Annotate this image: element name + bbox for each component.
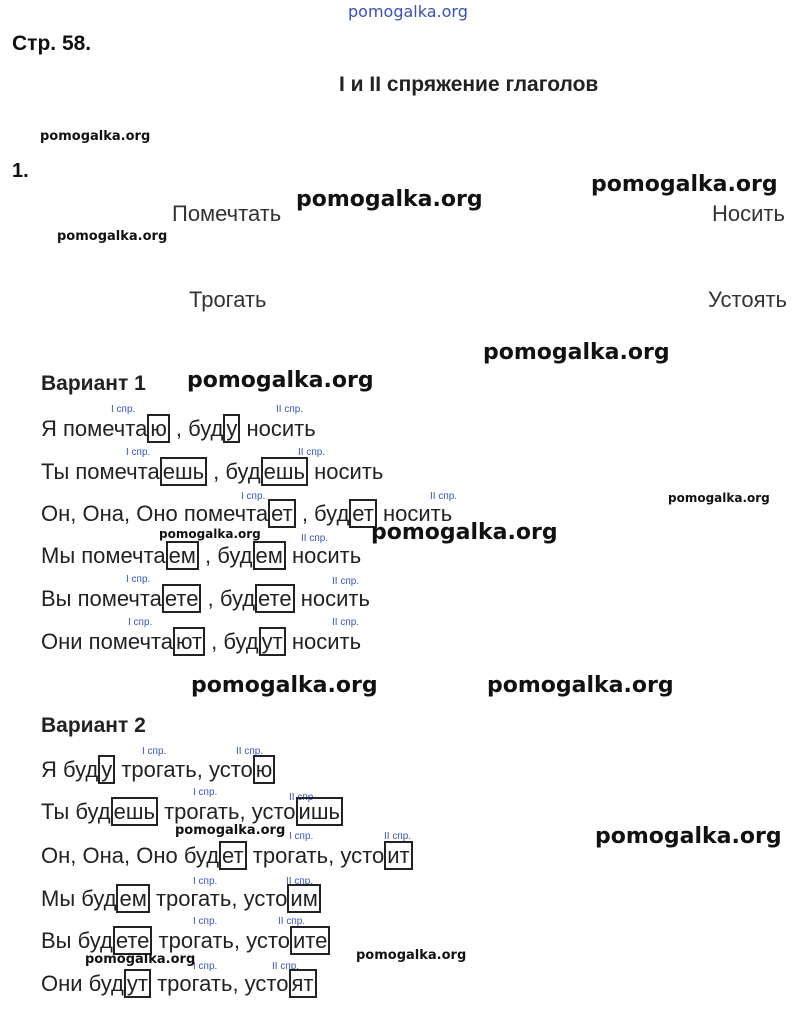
conj-mark: I спр.	[193, 961, 218, 972]
watermark: pomogalka.org	[487, 673, 674, 698]
variant1-line: Он, Она, Оно помечта ет , буд ет носить	[41, 501, 453, 526]
conj-mark: II спр.	[384, 831, 412, 842]
watermark: pomogalka.org	[591, 172, 778, 197]
ending-box: ете	[113, 926, 153, 955]
ending-box: ю	[253, 755, 276, 784]
watermark: pomogalka.org	[483, 340, 670, 365]
watermark: pomogalka.org	[371, 520, 558, 545]
conj-mark: II спр.	[332, 576, 360, 587]
watermark: pomogalka.org	[57, 229, 168, 244]
watermark: pomogalka.org	[296, 187, 483, 212]
watermark: pomogalka.org	[85, 952, 196, 967]
ending-box: у	[223, 414, 240, 443]
watermark: pomogalka.org	[187, 368, 374, 393]
conj-mark: II спр.	[332, 617, 360, 628]
ending-box: им	[287, 884, 320, 913]
conj-mark: I спр.	[193, 916, 218, 927]
variant1-line: Я помечта ю , буд у носить	[41, 416, 316, 441]
verb-1: Помечтать	[172, 201, 282, 226]
conj-mark: I спр.	[111, 404, 136, 415]
conj-mark: II спр.	[236, 746, 264, 757]
variant1-line: Ты помечта ешь , буд ешь носить	[41, 459, 384, 484]
ending-box: ю	[147, 414, 170, 443]
watermark: pomogalka.org	[191, 673, 378, 698]
ending-box: ишь	[296, 797, 343, 826]
conj-mark: II спр.	[301, 533, 329, 544]
variant2-line: Они буд ут трогать, усто ят	[41, 971, 317, 997]
conj-mark: II спр.	[276, 404, 304, 415]
conj-mark: I спр.	[241, 491, 266, 502]
ending-box: ешь	[111, 797, 158, 826]
variant1-line: Они помечта ют , буд ут носить	[41, 629, 362, 654]
ending-box: ет	[349, 499, 377, 528]
ending-box: ут	[259, 627, 286, 656]
ending-box: ете	[162, 584, 202, 613]
ending-box: ет	[219, 841, 247, 870]
verb-4: Устоять	[708, 287, 788, 312]
watermark: pomogalka.org	[668, 491, 770, 505]
variant1-heading: Вариант 1	[41, 372, 146, 395]
ending-box: ит	[384, 841, 412, 870]
conj-mark: I спр.	[128, 617, 153, 628]
watermark: pomogalka.org	[159, 527, 261, 541]
ending-box: ешь	[261, 457, 308, 486]
conj-mark: II спр	[289, 792, 314, 803]
conj-mark: II спр.	[430, 491, 458, 502]
site-watermark-top: pomogalka.org	[348, 2, 468, 21]
ending-box: ем	[116, 884, 149, 913]
watermark: pomogalka.org	[356, 948, 467, 963]
task-number: 1.	[12, 160, 29, 182]
variant2-line: Он, Она, Оно буд ет трогать, усто ит	[41, 843, 413, 869]
watermark: pomogalka.org	[40, 129, 151, 144]
conj-mark: II спр.	[272, 961, 300, 972]
conj-mark: I спр.	[289, 831, 314, 842]
page-reference: Стр. 58.	[12, 32, 92, 55]
variant2-line: Ты буд ешь трогать, усто ишь	[41, 799, 343, 825]
conj-mark: I спр.	[193, 787, 218, 798]
variant1-line: Мы помечта ем , буд ем носить	[41, 543, 362, 568]
conj-mark: I спр.	[142, 746, 167, 757]
watermark: pomogalka.org	[175, 823, 286, 838]
ending-box: ем	[253, 541, 286, 570]
conj-mark: II спр.	[298, 447, 326, 458]
ending-box: ют	[173, 627, 205, 656]
ending-box: ете	[255, 584, 295, 613]
variant2-line: Я буд у трогать, усто ю	[41, 757, 275, 783]
conj-mark: II спр.	[278, 916, 306, 927]
ending-box: ем	[166, 541, 199, 570]
conj-mark: I спр.	[126, 574, 151, 585]
variant1-line: Вы помечта ете , буд ете носить	[41, 586, 370, 611]
verb-2: Носить	[712, 201, 785, 226]
variant2-line: Мы буд ем трогать, усто им	[41, 886, 321, 912]
topic-title: I и II спряжение глаголов	[339, 73, 599, 96]
ending-box: ите	[290, 926, 330, 955]
ending-box: ят	[289, 969, 317, 998]
ending-box: ет	[268, 499, 296, 528]
ending-box: ут	[124, 969, 151, 998]
variant2-line: Вы буд ете трогать, усто ите	[41, 928, 330, 954]
conj-mark: I спр.	[126, 447, 151, 458]
verb-3: Трогать	[189, 287, 267, 312]
ending-box: ешь	[160, 457, 207, 486]
ending-box: у	[98, 755, 115, 784]
conj-mark: II спр.	[286, 876, 314, 887]
conj-mark: I спр.	[193, 876, 218, 887]
variant2-heading: Вариант 2	[41, 714, 146, 737]
watermark: pomogalka.org	[595, 824, 782, 849]
